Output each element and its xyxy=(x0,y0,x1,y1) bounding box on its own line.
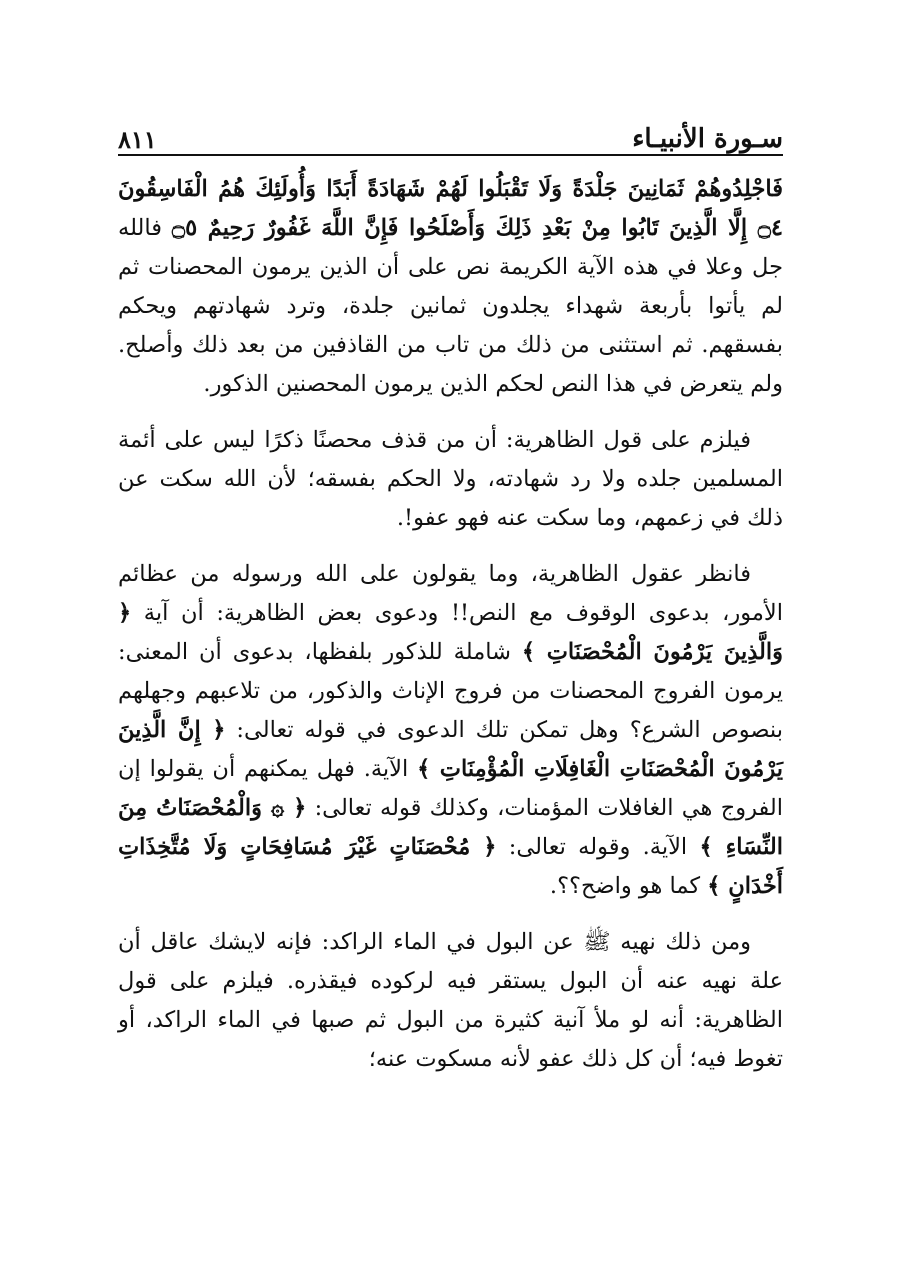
running-header xyxy=(118,108,783,152)
paragraph-text: فالله جل وعلا في هذه الآية الكريمة نص على أن الذين يرمون المحصنات ثم لم يأتوا بأربعة شهداء يجلدون ثمانين جلدة، وترد شهادتهم ويحكم بفسقهم. ثم استثنى من ذلك من تاب من القاذفين من بعد ذلك وأصلح. ولم يتعرض في هذا النص لحكم الذين يرمون المحصنين الذكور. xyxy=(118,215,783,397)
paragraph-2 xyxy=(118,421,783,538)
paragraph-text: شاملة للذكور بلفظها، بدعوى أن المعنى: يرمون الفروج المحصنات من فروج الإناث والذكور، من تلاعبهم وجهلهم بنصوص الشرع؟ وهل تمكن تلك الدعوى في قوله تعالى: xyxy=(118,639,783,743)
paragraph-text: ومن ذلك نهيه ﷺ عن البول في الماء الراكد: فإنه لايشك عاقل أن علة نهيه عنه أن البول يستقر فيه لركوده فيقذره. فيلزم على قول الظاهرية: أنه لو ملأ آنية كثيرة من البول ثم صبها في الماء الراكد، أو تغوط فيه؛ أن كل ذلك عفو لأنه مسكوت عنه؛ xyxy=(118,929,783,1072)
quran-verse: ﴿ وَالَّذِينَ يَرْمُونَ الْمُحْصَنَاتِ ﴾ xyxy=(118,600,783,665)
paragraph-text: الآية. فهل يمكنهم أن يقولوا إن الفروج هي الغافلات المؤمنات، وكذلك قوله تعالى: xyxy=(118,756,783,821)
paragraph-1 xyxy=(118,170,783,404)
quran-verse: ﴿ إِنَّ الَّذِينَ يَرْمُونَ الْمُحْصَنَاتِ الْغَافِلَاتِ الْمُؤْمِنَاتِ ﴾ xyxy=(118,717,783,782)
quran-verse: ﴿ ۞ وَالْمُحْصَنَاتُ مِنَ النِّسَاءِ ﴾ xyxy=(118,795,784,860)
header-divider xyxy=(118,154,783,156)
surah-title: سـورة الأنبيـاء xyxy=(632,124,783,154)
page-number: ٨١١ xyxy=(118,125,157,154)
paragraph-3 xyxy=(118,555,783,906)
paragraph-text: كما هو واضح؟؟. xyxy=(549,873,708,899)
page-body xyxy=(118,170,783,1079)
paragraph-text: فانظر عقول الظاهرية، وما يقولون على الله ورسوله من عظائم الأمور، بدعوى الوقوف مع النص!! ودعوى بعض الظاهرية: أن آية xyxy=(118,561,783,626)
paragraph-4 xyxy=(118,923,783,1079)
quran-verse: ﴿ مُحْصَنَاتٍ غَيْرَ مُسَافِحَاتٍ وَلَا مُتَّخِذَاتِ أَخْدَانٍ ﴾ xyxy=(118,834,783,899)
paragraph-text: فيلزم على قول الظاهرية: أن من قذف محصنًا ذكرًا ليس على أئمة المسلمين جلده ولا رد شهادته، ولا الحكم بفسقه؛ لأن الله سكت عن ذلك في زعمهم، وما سكت عنه فهو عفو!. xyxy=(118,427,783,531)
quran-verse: فَاجْلِدُوهُمْ ثَمَانِينَ جَلْدَةً وَلَا تَقْبَلُوا لَهُمْ شَهَادَةً أَبَدًا وَأُولَئِكَ هُمُ الْفَاسِقُونَ ۝٤ إِلَّا الَّذِينَ تَابُوا مِنْ بَعْدِ ذَلِكَ وَأَصْلَحُوا فَإِنَّ اللَّهَ غَفُورٌ رَحِيمٌ ۝٥ xyxy=(118,176,783,241)
paragraph-text: الآية. وقوله تعالى: xyxy=(496,834,700,860)
